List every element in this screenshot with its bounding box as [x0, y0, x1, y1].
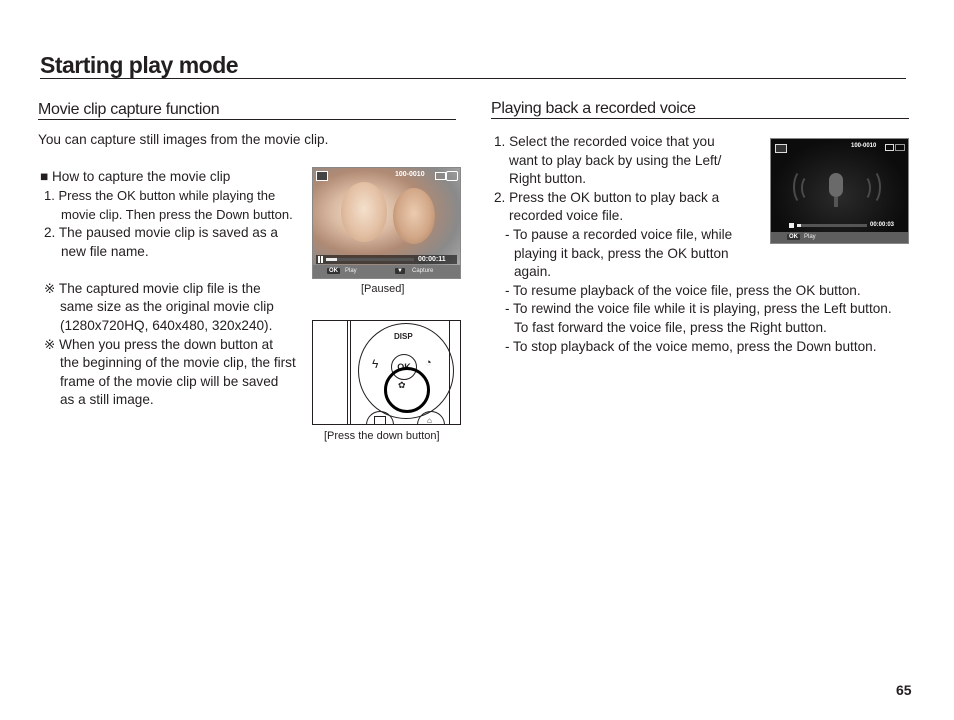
- elapsed-time: 00:00:11: [418, 256, 446, 263]
- how-to-heading: ■ How to capture the movie clip: [40, 169, 231, 184]
- play-mode-icon: [775, 144, 787, 153]
- microphone-icon: [829, 173, 843, 197]
- sound-wave-left-inner-icon: [801, 175, 817, 201]
- self-timer-icon: ◔: [425, 357, 432, 369]
- voice-line: recorded voice file.: [509, 208, 624, 223]
- control-bar: [771, 232, 908, 243]
- progress-bar: [797, 224, 867, 227]
- voice-line: - To rewind the voice file while it is playing, press the Left button.: [505, 301, 892, 316]
- woman-face-image: [341, 182, 387, 242]
- button-caption: [Press the down button]: [324, 430, 440, 442]
- intro-text: You can capture still images from the movie clip.: [38, 132, 329, 147]
- section-heading-voice: Playing back a recorded voice: [491, 100, 696, 117]
- play-label: Play: [345, 268, 357, 274]
- voice-line: playing it back, press the OK button: [514, 246, 729, 261]
- voice-line: - To stop playback of the voice memo, press the Down button.: [505, 339, 877, 354]
- voice-line: 2. Press the OK button to play back a: [494, 190, 720, 205]
- voice-line: want to play back by using the Left/: [509, 153, 722, 168]
- pause-icon: [318, 256, 323, 263]
- progress-strip: [316, 255, 457, 264]
- man-face-image: [393, 188, 435, 244]
- disp-label: DISP: [394, 332, 413, 341]
- microphone-stand: [834, 197, 838, 207]
- progress-bar: [326, 258, 414, 261]
- note-line: frame of the movie clip will be saved: [60, 374, 279, 389]
- ok-label: OK: [397, 362, 411, 372]
- voice-line: To fast forward the voice file, press the Right button.: [514, 320, 827, 335]
- down-key-icon: ▼: [397, 268, 403, 274]
- ok-key-icon: OK: [789, 234, 798, 240]
- file-number: 100-0010: [395, 171, 425, 178]
- voice-line: - To pause a recorded voice file, while: [505, 227, 733, 242]
- play-mode-icon: [316, 171, 328, 181]
- note-line: ※ When you press the down button at: [44, 337, 274, 352]
- macro-icon: ✿: [398, 380, 406, 390]
- voice-line: - To resume playback of the voice file, press the OK button.: [505, 283, 861, 298]
- voice-playback-screen: [770, 138, 909, 244]
- section-heading-movie-capture: Movie clip capture function: [38, 101, 220, 118]
- memory-icon: [895, 144, 905, 151]
- page-number: 65: [896, 682, 912, 698]
- file-number: 100-0010: [851, 143, 877, 149]
- voice-line: Right button.: [509, 171, 587, 186]
- play-label: Play: [804, 234, 816, 240]
- voice-line: 1. Select the recorded voice that you: [494, 134, 715, 149]
- note-line: ※ The captured movie clip file is the: [44, 281, 261, 296]
- voice-line: again.: [514, 264, 552, 279]
- capture-label: Capture: [412, 268, 434, 274]
- down-button-highlight: [384, 367, 430, 413]
- flash-icon: ϟ: [372, 357, 379, 371]
- paused-movie-screen: [312, 167, 461, 279]
- movie-size-icon: [446, 171, 458, 181]
- ok-key-icon: OK: [329, 268, 338, 274]
- note-line: as a still image.: [60, 392, 154, 407]
- note-line: (1280x720HQ, 640x480, 320x240).: [60, 318, 273, 333]
- battery-icon: [435, 172, 446, 180]
- control-bar: [313, 265, 460, 278]
- camera-buttons-illustration: [312, 320, 461, 425]
- sound-wave-right-icon: [861, 169, 881, 205]
- paused-caption: [Paused]: [361, 283, 405, 295]
- note-line: same size as the original movie clip: [60, 299, 274, 314]
- battery-icon: [885, 144, 894, 151]
- page-title: Starting play mode: [40, 52, 239, 78]
- stop-icon: [789, 223, 794, 228]
- section-divider: [38, 119, 456, 120]
- elapsed-time: 00:00:03: [870, 222, 895, 228]
- trash-icon: ⌂: [427, 416, 432, 425]
- title-divider: [40, 78, 906, 79]
- step-line: 2. The paused movie clip is saved as a: [44, 225, 278, 240]
- step-line: new file name.: [61, 244, 149, 259]
- section-divider: [491, 118, 909, 119]
- step-line: movie clip. Then press the Down button.: [61, 207, 293, 222]
- note-line: the beginning of the movie clip, the first: [60, 355, 296, 370]
- step-line: 1. Press the OK button while playing the: [44, 188, 276, 203]
